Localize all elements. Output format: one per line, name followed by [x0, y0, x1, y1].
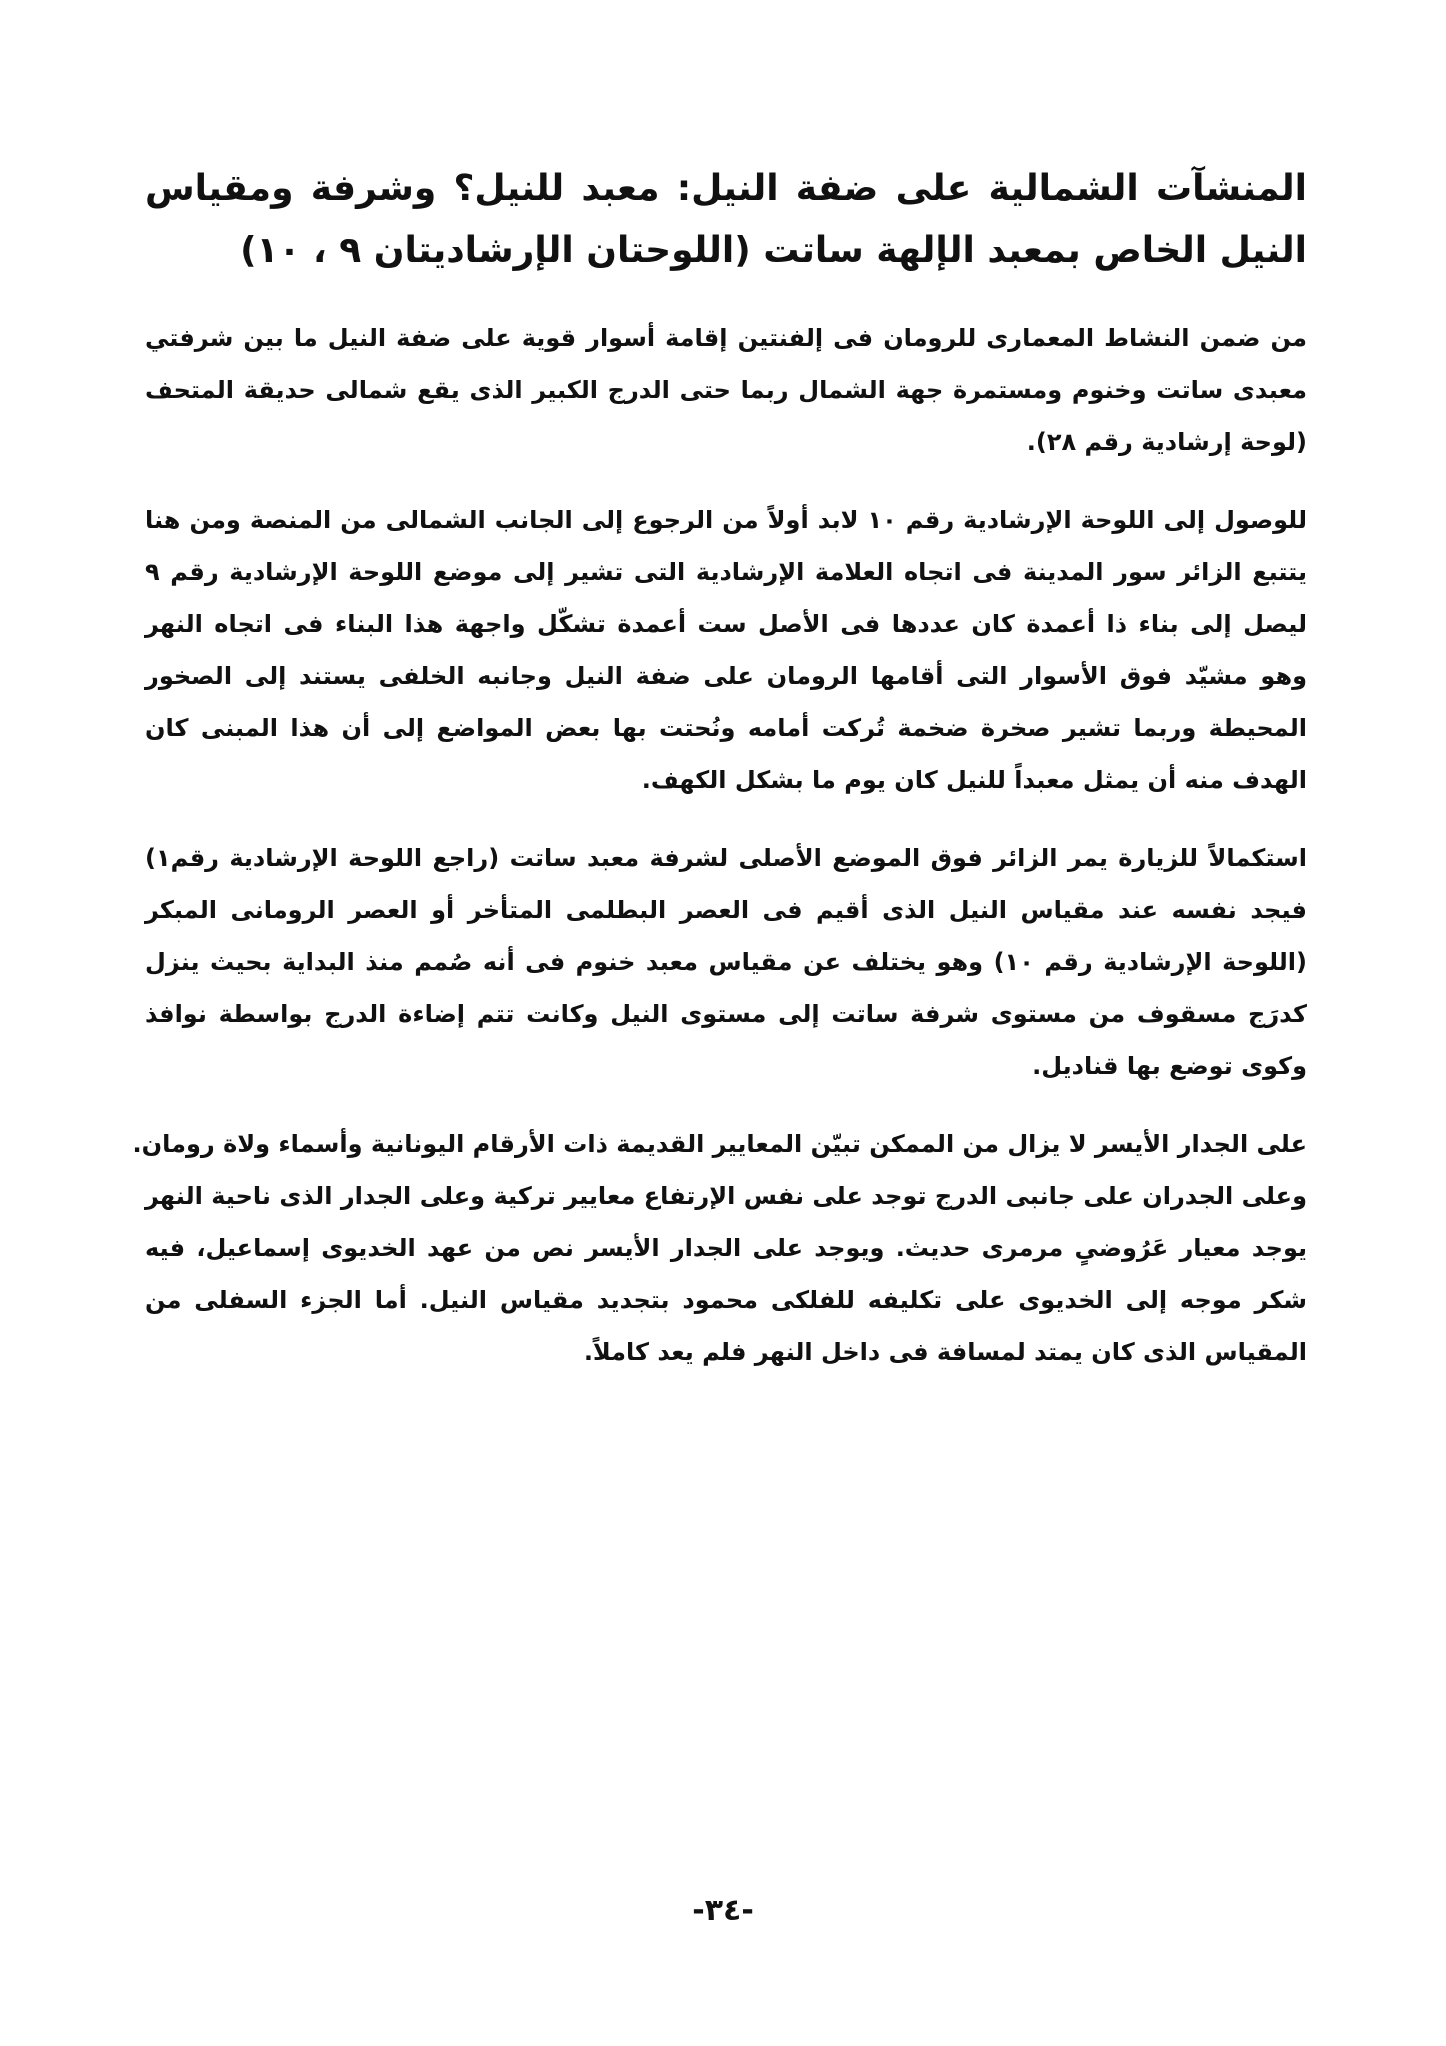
text-line: وعلى الجدران على جانبى الدرج توجد على نفس الإرتفاع معايير تركية وعلى الجدار الذى ناحية النهر — [145, 1182, 1307, 1210]
text-line: ليصل إلى بناء ذا أعمدة كان عددها فى الأصل ست أعمدة تشكّل واجهة هذا البناء فى اتجاه النهر — [145, 610, 1307, 638]
text-line: كدرَج مسقوف من مستوى شرفة ساتت إلى مستوى النيل وكانت تتم إضاءة الدرج بواسطة نوافذ — [145, 1000, 1307, 1028]
text-line: على الجدار الأيسر لا يزال من الممكن تبيّن المعايير القديمة ذات الأرقام اليونانية وأسماء ولاة رومان. — [132, 1130, 1307, 1158]
text-line: من ضمن النشاط المعمارى للرومان فى إلفنتين إقامة أسوار قوية على ضفة النيل ما بين شرفتي — [145, 324, 1307, 352]
paragraph-2 — [145, 494, 1307, 806]
text-line: وهو مشيّد فوق الأسوار التى أقامها الرومان على ضفة النيل وجانبه الخلفى يستند إلى الصخور — [145, 662, 1307, 690]
heading-line: المنشآت الشمالية على ضفة النيل: معبد للنيل؟ وشرفة ومقياس — [145, 168, 1307, 209]
page-content — [132, 158, 1307, 1404]
page-number: -٣٤- — [692, 1893, 754, 1928]
text-line: وكوى توضع بها قناديل. — [1032, 1052, 1307, 1080]
text-line: المحيطة وربما تشير صخرة ضخمة تُركت أمامه ونُحتت بها بعض المواضع إلى أن هذا المبنى كان — [145, 714, 1307, 742]
text-line: للوصول إلى اللوحة الإرشادية رقم ١٠ لابد أولاً من الرجوع إلى الجانب الشمالى من المنصة ومن هنا — [145, 506, 1307, 534]
text-line: يتتبع الزائر سور المدينة فى اتجاه العلامة الإرشادية التى تشير إلى موضع اللوحة الإرشادية رقم ٩ — [145, 558, 1307, 586]
text-line: شكر موجه إلى الخديوى على تكليفه للفلكى محمود بتجديد مقياس النيل. أما الجزء السفلى من — [145, 1286, 1307, 1314]
text-line: الهدف منه أن يمثل معبداً للنيل كان يوم ما بشكل الكهف. — [641, 766, 1307, 794]
text-line: (لوحة إرشادية رقم ٢٨). — [1026, 428, 1307, 456]
section-heading — [145, 158, 1307, 282]
text-line: يوجد معيار عَرُوضىٍ مرمرى حديث. ويوجد على الجدار الأيسر نص من عهد الخديوى إسماعيل، فيه — [145, 1234, 1307, 1262]
paragraph-3 — [145, 832, 1307, 1092]
text-line: المقياس الذى كان يمتد لمسافة فى داخل النهر فلم يعد كاملاً. — [583, 1338, 1307, 1366]
heading-line: النيل الخاص بمعبد الإلهة ساتت (اللوحتان الإرشاديتان ٩ ، ١٠) — [240, 230, 1307, 271]
paragraph-4 — [132, 1118, 1307, 1378]
text-line: معبدى ساتت وخنوم ومستمرة جهة الشمال ربما حتى الدرج الكبير الذى يقع شمالى حديقة المتحف — [145, 376, 1307, 404]
text-line: (اللوحة الإرشادية رقم ١٠) وهو يختلف عن مقياس معبد خنوم فى أنه صُمم منذ البداية بحيث ينزل — [145, 948, 1307, 976]
paragraph-1 — [145, 312, 1307, 468]
text-line: استكمالاً للزيارة يمر الزائر فوق الموضع الأصلى لشرفة معبد ساتت (راجع اللوحة الإرشادية رقم١) — [145, 844, 1307, 872]
text-line: فيجد نفسه عند مقياس النيل الذى أقيم فى العصر البطلمى المتأخر أو العصر الرومانى المبكر — [145, 896, 1307, 924]
